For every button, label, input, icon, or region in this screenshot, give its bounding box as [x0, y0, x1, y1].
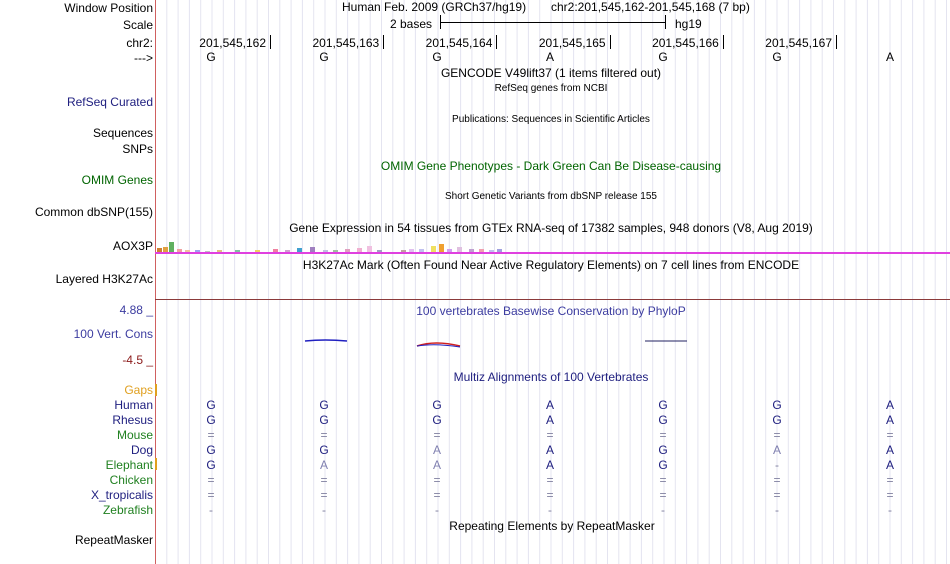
h3k27ac-baseline — [155, 299, 950, 300]
publications-track-title[interactable]: Publications: Sequences in Scientific Articles — [452, 114, 650, 125]
scale-db: hg19 — [675, 17, 702, 31]
aligned-base: = — [659, 428, 667, 442]
aligned-base: = — [659, 473, 667, 487]
aligned-base: A — [545, 398, 554, 412]
aligned-base: G — [319, 443, 329, 457]
scale-bar-right — [665, 15, 666, 29]
refseq-track-label[interactable]: RefSeq Curated — [66, 95, 153, 109]
aligned-base: A — [885, 398, 894, 412]
gtex-bar — [439, 244, 444, 252]
aligned-base: A — [545, 458, 554, 472]
aligned-base: = — [207, 488, 215, 502]
aligned-base: - — [435, 503, 439, 517]
scale-text: 2 bases — [390, 17, 433, 31]
aligned-base: G — [658, 458, 668, 472]
dbsnp-track-label[interactable]: Common dbSNP(155) — [34, 205, 153, 219]
species-label[interactable]: Zebrafish — [102, 503, 153, 517]
scale-bar — [440, 22, 666, 23]
aligned-base: = — [773, 428, 781, 442]
aligned-base: G — [206, 398, 216, 412]
gtex-track-title[interactable]: Gene Expression in 54 tissues from GTEx RNA-seq of 17382 samples, 948 donors (V8, Aug 2019) — [289, 221, 813, 235]
species-label[interactable]: Rhesus — [112, 413, 153, 427]
aligned-base: G — [772, 398, 782, 412]
sequences-track-label[interactable]: Sequences — [92, 126, 153, 140]
phylop-signal[interactable] — [155, 330, 950, 352]
phylop-min-label: -4.5 _ — [122, 353, 153, 367]
aligned-base: G — [206, 413, 216, 427]
omim-track-label[interactable]: OMIM Genes — [81, 173, 153, 187]
base-letter: G — [319, 50, 329, 64]
aligned-base: G — [658, 398, 668, 412]
aligned-base: = — [886, 488, 894, 502]
aligned-base: = — [546, 488, 554, 502]
strand-label: ---> — [134, 51, 153, 65]
aligned-base: A — [545, 443, 554, 457]
aligned-base: = — [773, 473, 781, 487]
aligned-base: G — [772, 413, 782, 427]
aligned-base: = — [886, 428, 894, 442]
aligned-base: - — [209, 503, 213, 517]
aligned-base: - — [775, 503, 779, 517]
aligned-base: A — [545, 413, 554, 427]
aligned-base: G — [206, 458, 216, 472]
species-label[interactable]: X_tropicalis — [90, 488, 153, 502]
aligned-base: = — [659, 488, 667, 502]
coordinate-label: 201,545,164 — [425, 36, 493, 50]
aligned-base: A — [885, 458, 894, 472]
species-label[interactable]: Elephant — [105, 458, 153, 472]
aligned-base: - — [661, 503, 665, 517]
aligned-base: - — [322, 503, 326, 517]
coordinate-tick — [836, 35, 837, 49]
dbsnp-track-title[interactable]: Short Genetic Variants from dbSNP release 155 — [445, 191, 657, 202]
coordinate-label: 201,545,166 — [652, 36, 719, 50]
aligned-base: A — [885, 443, 894, 457]
aligned-base: G — [432, 398, 442, 412]
aligned-base: = — [773, 488, 781, 502]
aligned-base: = — [320, 473, 328, 487]
aligned-base: A — [319, 458, 328, 472]
multiz-track-title[interactable]: Multiz Alignments of 100 Vertebrates — [453, 370, 649, 384]
gtex-gene-label[interactable]: AOX3P — [112, 239, 153, 253]
aligned-base: G — [432, 413, 442, 427]
window-position-label: Window Position — [64, 1, 153, 15]
aligned-base: A — [885, 413, 894, 427]
coordinate-tick — [383, 35, 384, 49]
aligned-base: = — [320, 488, 328, 502]
chrom-label: chr2: — [126, 36, 153, 50]
base-letter: A — [885, 50, 894, 64]
aligned-base: = — [433, 473, 441, 487]
base-letter: G — [206, 50, 216, 64]
snps-track-label[interactable]: SNPs — [122, 142, 153, 156]
species-label[interactable]: Human — [114, 398, 153, 412]
coordinate-label: 201,545,165 — [538, 36, 606, 50]
coordinate-tick — [270, 35, 271, 49]
aligned-base: = — [886, 473, 894, 487]
aligned-base: A — [772, 443, 781, 457]
h3k27ac-track-label[interactable]: Layered H3K27Ac — [55, 272, 153, 286]
aligned-base: G — [206, 443, 216, 457]
coordinate-label: 201,545,167 — [765, 36, 832, 50]
phylop-max-label: 4.88 _ — [119, 303, 153, 317]
aligned-base: = — [433, 488, 441, 502]
aligned-base: G — [658, 413, 668, 427]
phylop-track-label[interactable]: 100 Vert. Cons — [73, 327, 153, 341]
aligned-base: A — [432, 458, 441, 472]
coordinate-tick — [610, 35, 611, 49]
aligned-base: = — [207, 428, 215, 442]
aligned-base: G — [319, 413, 329, 427]
gaps-label: Gaps — [124, 383, 153, 397]
gtex-baseline — [155, 252, 950, 254]
phylop-track-title[interactable]: 100 vertebrates Basewise Conservation by PhyloP — [416, 304, 686, 318]
gencode-track-title[interactable]: GENCODE V49lift37 (1 items filtered out) — [440, 66, 662, 80]
base-letter: G — [658, 50, 668, 64]
base-letter: G — [432, 50, 442, 64]
coordinate-label: 201,545,163 — [312, 36, 380, 50]
aligned-base: G — [319, 398, 329, 412]
base-letter: A — [545, 50, 554, 64]
aligned-base: A — [432, 443, 441, 457]
repeatmasker-track-label[interactable]: RepeatMasker — [74, 533, 153, 547]
refseq-track-title[interactable]: RefSeq genes from NCBI — [494, 83, 608, 94]
aligned-base: - — [775, 458, 779, 472]
elephant-gap-marker — [155, 458, 157, 470]
species-label[interactable]: Mouse — [116, 428, 153, 442]
gaps-marker — [155, 384, 157, 396]
aligned-base: - — [548, 503, 552, 517]
aligned-base: = — [546, 428, 554, 442]
omim-track-title[interactable]: OMIM Gene Phenotypes - Dark Green Can Be Disease-causing — [380, 159, 722, 173]
aligned-base: G — [658, 443, 668, 457]
h3k27ac-track-title[interactable]: H3K27Ac Mark (Often Found Near Active Regulatory Elements) on 7 cell lines from ENCODE — [302, 258, 800, 272]
scale-label: Scale — [122, 18, 153, 32]
aligned-base: - — [888, 503, 892, 517]
base-letter: G — [772, 50, 782, 64]
aligned-base: = — [546, 473, 554, 487]
aligned-base: = — [433, 428, 441, 442]
coordinate-tick — [496, 35, 497, 49]
species-label[interactable]: Dog — [130, 443, 153, 457]
coordinate-tick — [723, 35, 724, 49]
species-label[interactable]: Chicken — [109, 473, 153, 487]
aligned-base: = — [320, 428, 328, 442]
position-text[interactable]: chr2:201,545,162-201,545,168 (7 bp) — [551, 0, 750, 14]
repeatmasker-track-title[interactable]: Repeating Elements by RepeatMasker — [449, 519, 655, 533]
assembly-title: Human Feb. 2009 (GRCh37/hg19) — [342, 0, 527, 14]
aligned-base: = — [207, 473, 215, 487]
coordinate-label: 201,545,162 — [199, 36, 266, 50]
gtex-bar — [169, 242, 174, 252]
